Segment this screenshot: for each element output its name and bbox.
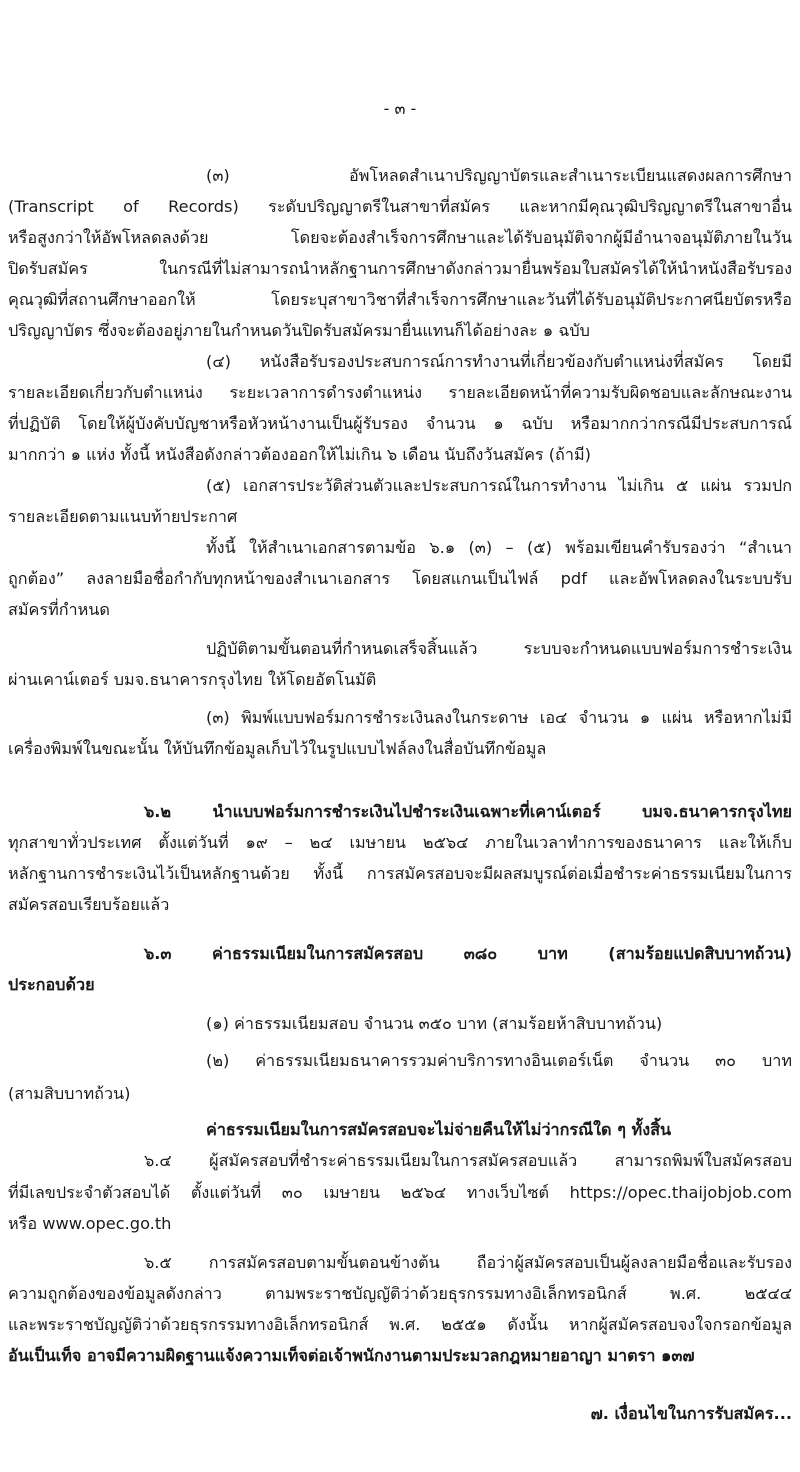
text-line: ๖.๒ นำแบบฟอร์มการชำระเงินไปชำระเงินเฉพาะที่เคาน์เตอร์ บมจ.ธนาคารกรุงไทย — [144, 802, 792, 821]
text-line: (๓) อัพโหลดสำเนาปริญญาบัตรและสำเนาระเบียนแสดงผลการศึกษา — [206, 166, 792, 185]
text-line: สมัครที่กำหนด — [8, 600, 110, 619]
text-line: รายละเอียดเกี่ยวกับตำแหน่ง ระยะเวลาการดำรงตำแหน่ง รายละเอียดหน้าที่ความรับผิดชอบและลักษณะงาน — [8, 383, 792, 402]
text-line: ๗. เงื่อนไขในการรับสมัคร... — [590, 1404, 792, 1423]
text-line: ผ่านเคาน์เตอร์ บมจ.ธนาคารกรุงไทย ให้โดยอัตโนมัติ — [8, 670, 377, 689]
text-line: มากกว่า ๑ แห่ง ทั้งนี้ หนังสือดังกล่าวต้องออกให้ไม่เกิน ๖ เดือน นับถึงวันสมัคร (ถ้ามี) — [8, 445, 591, 464]
text-line: (๑) ค่าธรรมเนียมสอบ จำนวน ๓๕๐ บาท (สามร้อยห้าสิบบาทถ้วน) — [206, 1014, 663, 1033]
text-line: ปริญญาบัตร ซึ่งจะต้องอยู่ภายในกำหนดวันปิดรับสมัครมายื่นแทนก็ได้อย่างละ ๑ ฉบับ — [8, 321, 590, 340]
text-line: ถูกต้อง” ลงลายมือชื่อกำกับทุกหน้าของสำเนาเอกสาร โดยสแกนเป็นไฟล์ pdf และอัพโหลดลงในระบบรับ — [8, 569, 792, 588]
text-line: (๕) เอกสารประวัติส่วนตัวและประสบการณ์ในการทำงาน ไม่เกิน ๕ แผ่น รวมปก — [206, 476, 792, 495]
page-number: - ๓ - — [383, 99, 417, 118]
text-line: หรือ www.opec.go.th — [8, 1214, 172, 1233]
text-line: ปิดรับสมัคร ในกรณีที่ไม่สามารถนำหลักฐานการศึกษาดังกล่าวมายื่นพร้อมใบสมัครได้ให้นำหนังสือรับรอง — [8, 259, 792, 278]
text-line: ทุกสาขาทั่วประเทศ ตั้งแต่วันที่ ๑๙ – ๒๔ เมษายน ๒๕๖๔ ภายในเวลาทำการของธนาคาร และให้เก็บ — [8, 833, 792, 852]
text-line: หรือสูงกว่าให้อัพโหลดลงด้วย โดยจะต้องสำเร็จการศึกษาและได้รับอนุมัติจากผู้มีอำนาจอนุมัติภายในวัน — [8, 228, 792, 247]
text-line: (Transcript of Records) ระดับปริญญาตรีในสาขาที่สมัคร และหากมีคุณวุฒิปริญญาตรีในสาขาอื่น — [8, 197, 792, 216]
text-line: ๖.๔ ผู้สมัครสอบที่ชำระค่าธรรมเนียมในการสมัครสอบแล้ว สามารถพิมพ์ใบสมัครสอบ — [144, 1151, 792, 1170]
text-line: ค่าธรรมเนียมในการสมัครสอบจะไม่จ่ายคืนให้ไม่ว่ากรณีใด ๆ ทั้งสิ้น — [206, 1120, 672, 1139]
text-line: ที่มีเลขประจำตัวสอบได้ ตั้งแต่วันที่ ๓๐ เมษายน ๒๕๖๔ ทางเว็บไซต์ https://opec.thaijobjob.com — [8, 1183, 792, 1202]
text-line: ปฏิบัติตามขั้นตอนที่กำหนดเสร็จสิ้นแล้ว ระบบจะกำหนดแบบฟอร์มการชำระเงิน — [206, 639, 792, 658]
text-line: เครื่องพิมพ์ในขณะนั้น ให้บันทึกข้อมูลเก็บไว้ในรูปแบบไฟล์ลงในสื่อบันทึกข้อมูล — [8, 739, 547, 758]
text-line: ๖.๓ ค่าธรรมเนียมในการสมัครสอบ ๓๘๐ บาท (สามร้อยแปดสิบบาทถ้วน) — [144, 944, 792, 963]
text-line: หลักฐานการชำระเงินไว้เป็นหลักฐานด้วย ทั้งนี้ การสมัครสอบจะมีผลสมบูรณ์ต่อเมื่อชำระค่าธรรมเนียมในการ — [8, 864, 792, 883]
text-line: รายละเอียดตามแนบท้ายประกาศ — [8, 507, 238, 526]
text-line: ความถูกต้องของข้อมูลดังกล่าว ตามพระราชบัญญัติว่าด้วยธุรกรรมทางอิเล็กทรอนิกส์ พ.ศ. ๒๕๔๔ — [8, 1284, 792, 1303]
text-line: ทั้งนี้ ให้สำเนาเอกสารตามข้อ ๖.๑ (๓) – (๕) พร้อมเขียนคำรับรองว่า “สำเนา — [206, 538, 792, 557]
text-line: (๔) หนังสือรับรองประสบการณ์การทำงานที่เกี่ยวข้องกับตำแหน่งที่สมัคร โดยมี — [206, 352, 792, 371]
text-line: (สามสิบบาทถ้วน) — [8, 1084, 131, 1103]
text-line: สมัครสอบเรียบร้อยแล้ว — [8, 895, 170, 914]
text-line: อันเป็นเท็จ อาจมีความผิดฐานแจ้งความเท็จต่อเจ้าพนักงานตามประมวลกฎหมายอาญา มาตรา ๑๓๗ — [8, 1346, 695, 1365]
text-line: ที่ปฏิบัติ โดยให้ผู้บังคับบัญชาหรือหัวหน้างานเป็นผู้รับรอง จำนวน ๑ ฉบับ หรือมากกว่ากรณีมีประสบการณ์ — [8, 414, 792, 433]
text-line: คุณวุฒิที่สถานศึกษาออกให้ โดยระบุสาขาวิชาที่สำเร็จการศึกษาและวันที่ได้รับอนุมัติประกาศนียบัตรหรือ — [8, 290, 792, 309]
text-line: ประกอบด้วย — [8, 975, 95, 994]
text-line: (๓) พิมพ์แบบฟอร์มการชำระเงินลงในกระดาษ เอ๔ จำนวน ๑ แผ่น หรือหากไม่มี — [206, 708, 792, 727]
text-line: (๒) ค่าธรรมเนียมธนาคารรวมค่าบริการทางอินเตอร์เน็ต จำนวน ๓๐ บาท — [206, 1051, 792, 1070]
text-line: และพระราชบัญญัติว่าด้วยธุรกรรมทางอิเล็กทรอนิกส์ พ.ศ. ๒๕๕๑ ดังนั้น หากผู้สมัครสอบจงใจกรอกข้อมูล — [8, 1315, 792, 1334]
text-line: ๖.๕ การสมัครสอบตามขั้นตอนข้างต้น ถือว่าผู้สมัครสอบเป็นผู้ลงลายมือชื่อและรับรอง — [144, 1253, 792, 1272]
